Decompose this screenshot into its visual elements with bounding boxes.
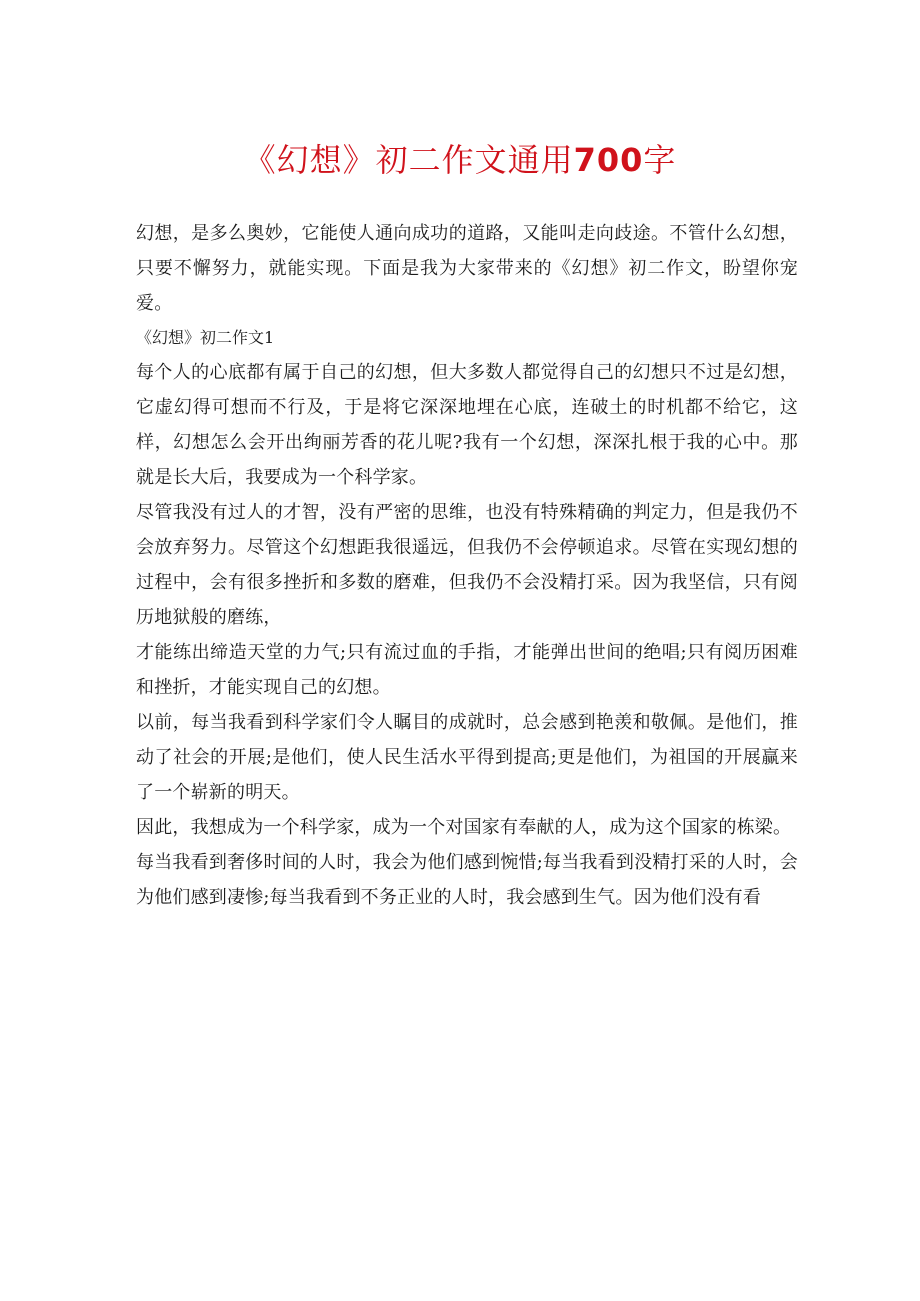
- intro-paragraph: 幻想，是多么奥妙，它能使人通向成功的道路，又能叫走向歧途。不管什么幻想，只要不懈努力，就能实现。下面是我为大家带来的《幻想》初二作文，盼望你宠爱。: [136, 223, 798, 314]
- body-paragraph-4: 以前，每当我看到科学家们令人瞩目的成就时，总会感到艳羡和敬佩。是他们，推动了社会的开展;是他们，使人民生活水平得到提高;更是他们，为祖国的开展赢来了一个崭新的明天。: [136, 712, 798, 803]
- title-main: 《幻想》初二作文通用: [243, 141, 574, 179]
- body-paragraph-6: 每当我看到奢侈时间的人时，我会为他们感到惋惜;每当我看到没精打采的人时，会为他们感到凄惨;每当我看到不务正业的人时，我会感到生气。因为他们没有看: [136, 852, 798, 908]
- title-suffix: 字: [643, 141, 677, 179]
- page-title: [0, 138, 920, 182]
- body-paragraph-1: 每个人的心底都有属于自己的幻想，但大多数人都觉得自己的幻想只不过是幻想，它虚幻得可想而不行及，于是将它深深地埋在心底，连破土的时机都不给它，这样，幻想怎么会开出绚丽芳香的花儿呢?我有一个幻想，深深扎根于我的心中。那就是长大后，我要成为一个科学家。: [136, 362, 798, 488]
- title-number: 700: [573, 141, 644, 179]
- body-paragraph-3: 才能练出缔造天堂的力气;只有流过血的手指，才能弹出世间的绝唱;只有阅历困难和挫折，才能实现自己的幻想。: [136, 642, 798, 698]
- body-paragraph-5: 因此，我想成为一个科学家，成为一个对国家有奉献的人，成为这个国家的栋梁。: [136, 817, 792, 838]
- body-paragraph-2: 尽管我没有过人的才智，没有严密的思维，也没有特殊精确的判定力，但是我仍不会放弃努力。尽管这个幻想距我很遥远，但我仍不会停顿追求。尽管在实现幻想的过程中，会有很多挫折和多数的磨难，但我仍不会没精打采。因为我坚信，只有阅历地狱般的磨练，: [136, 502, 798, 628]
- section-heading: 《幻想》初二作文1: [136, 328, 275, 347]
- article-body: [136, 216, 798, 915]
